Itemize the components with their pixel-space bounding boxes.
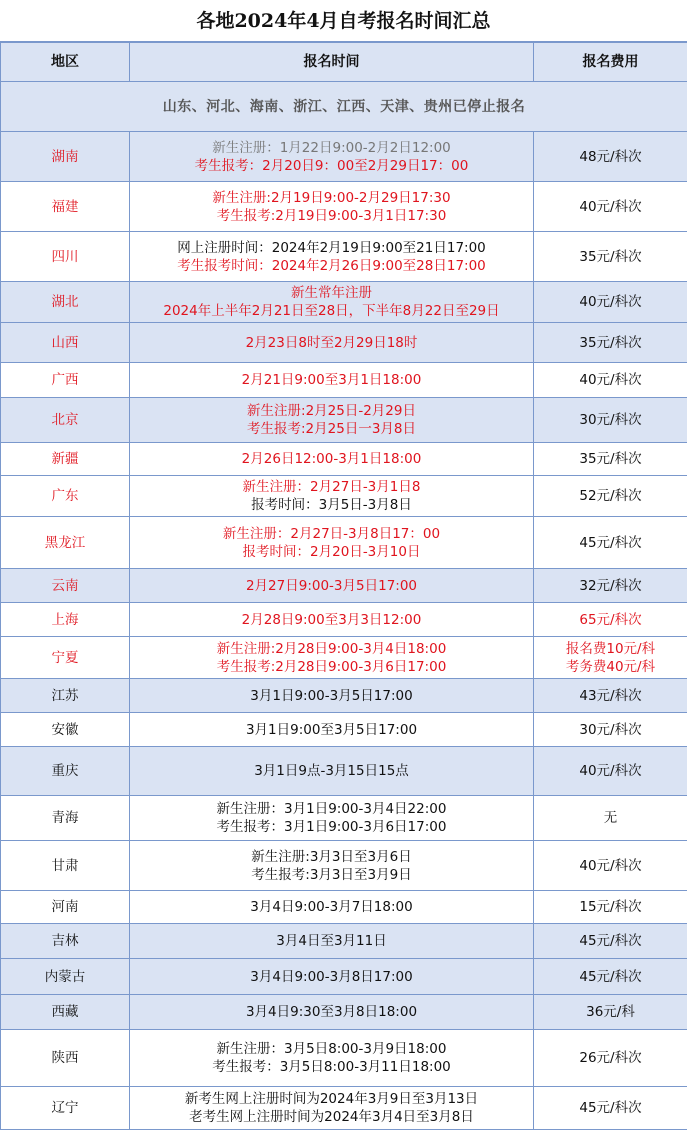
time-line: 新生注册：3月1日9:00-3月4日22:00 <box>216 801 447 817</box>
time-cell <box>130 132 534 182</box>
time-cell <box>130 747 534 796</box>
time-line: 考生报考:2月19日9:00-3月1日17:30 <box>216 207 447 224</box>
time-line: 新生注册:2月28日9:00-3月4日18:00 <box>216 640 447 657</box>
fee-cell: 30元/科次 <box>534 713 687 747</box>
region-cell: 广西 <box>1 363 130 398</box>
region-cell: 上海 <box>1 603 130 637</box>
region-cell: 河南 <box>1 891 130 924</box>
table-row <box>1 747 687 796</box>
fee-cell: 15元/科次 <box>534 891 687 924</box>
time-cell <box>130 679 534 713</box>
table-row <box>1 182 687 232</box>
table-row <box>1 796 687 841</box>
table-row <box>1 841 687 891</box>
fee-cell: 52元/科次 <box>534 476 687 517</box>
table-row <box>1 603 687 637</box>
fee-cell: 45元/科次 <box>534 517 687 569</box>
region-cell: 江苏 <box>1 679 130 713</box>
fee-cell: 35元/科次 <box>534 323 687 363</box>
time-line: 考生报考:3月3日至3月9日 <box>251 866 412 883</box>
time-line: 新生注册：3月5日8:00-3月9日18:00 <box>216 1041 447 1057</box>
fee-cell: 40元/科次 <box>534 747 687 796</box>
table-row <box>1 713 687 747</box>
table-row <box>1 679 687 713</box>
time-line: 3月1日9点-3月15日15点 <box>254 763 409 779</box>
time-cell <box>130 796 534 841</box>
region-cell: 陕西 <box>1 1030 130 1087</box>
time-cell <box>130 476 534 517</box>
table-row <box>1 995 687 1030</box>
time-cell <box>130 569 534 603</box>
time-cell <box>130 363 534 398</box>
fee-cell: 40元/科次 <box>534 182 687 232</box>
fee-cell: 无 <box>534 796 687 841</box>
region-cell: 山西 <box>1 323 130 363</box>
header-fee: 报名费用 <box>534 43 687 82</box>
time-cell <box>130 924 534 959</box>
time-line: 网上注册时间：2024年2月19日9:00至21日17:00 <box>177 239 486 256</box>
fee-cell: 40元/科次 <box>534 282 687 323</box>
table-row <box>1 891 687 924</box>
region-cell: 福建 <box>1 182 130 232</box>
time-cell <box>130 841 534 891</box>
region-cell: 重庆 <box>1 747 130 796</box>
time-cell <box>130 282 534 323</box>
region-cell: 黑龙江 <box>1 517 130 569</box>
time-line: 2月21日9:00至3月1日18:00 <box>241 372 422 388</box>
fee-cell: 35元/科次 <box>534 232 687 282</box>
time-cell <box>130 995 534 1030</box>
time-line: 新生注册:2月19日9:00-2月29日17:30 <box>212 189 451 206</box>
time-line: 新生注册:2月25日-2月29日 <box>247 403 416 419</box>
time-cell <box>130 1087 534 1130</box>
time-cell <box>130 182 534 232</box>
table-row <box>1 282 687 323</box>
time-cell <box>130 713 534 747</box>
time-cell <box>130 637 534 679</box>
region-cell: 吉林 <box>1 924 130 959</box>
time-line: 3月4日9:00-3月8日17:00 <box>250 968 413 985</box>
fee-cell: 40元/科次 <box>534 363 687 398</box>
stopped-notice: 山东、河北、海南、浙江、江西、天津、贵州已停止报名 <box>1 82 687 132</box>
fee-line: 报名费10元/科 <box>565 640 656 657</box>
region-cell: 宁夏 <box>1 637 130 679</box>
time-cell <box>130 603 534 637</box>
header-time: 报名时间 <box>130 43 534 82</box>
fee-cell: 26元/科次 <box>534 1030 687 1087</box>
time-line: 新生常年注册 <box>291 285 372 301</box>
table-row <box>1 637 687 679</box>
time-line: 考生报考:2月25日一3月8日 <box>247 421 416 437</box>
time-line: 新生注册:3月3日至3月6日 <box>251 848 412 865</box>
table-row <box>1 1087 687 1130</box>
region-cell: 甘肃 <box>1 841 130 891</box>
table-row <box>1 443 687 476</box>
region-cell: 湖北 <box>1 282 130 323</box>
fee-cell: 45元/科次 <box>534 924 687 959</box>
time-line: 新生注册：2月27日-3月1日8 <box>242 479 421 495</box>
notice-row <box>1 82 687 132</box>
table-row <box>1 323 687 363</box>
time-line: 3月4日9:00-3月7日18:00 <box>250 899 413 915</box>
table-row <box>1 476 687 517</box>
time-line: 3月4日9:30至3月8日18:00 <box>245 1004 418 1020</box>
region-cell: 西藏 <box>1 995 130 1030</box>
header-region: 地区 <box>1 43 130 82</box>
fee-cell <box>534 637 687 679</box>
time-cell <box>130 517 534 569</box>
region-cell: 广东 <box>1 476 130 517</box>
time-line: 考生报考：3月5日8:00-3月11日18:00 <box>212 1059 451 1075</box>
region-cell: 辽宁 <box>1 1087 130 1130</box>
region-cell: 新疆 <box>1 443 130 476</box>
time-line: 3月4日至3月11日 <box>276 933 387 949</box>
time-line: 2月28日9:00至3月3日12:00 <box>241 611 422 628</box>
time-line: 考生报考：2月20日9：00至2月29日17：00 <box>194 157 469 174</box>
table-header-row <box>1 43 687 82</box>
time-cell <box>130 323 534 363</box>
table-row <box>1 363 687 398</box>
time-line: 考生报考：3月1日9:00-3月6日17:00 <box>216 819 447 835</box>
region-cell: 青海 <box>1 796 130 841</box>
time-line: 2月27日9:00-3月5日17:00 <box>245 577 418 594</box>
time-line: 3月1日9:00-3月5日17:00 <box>250 687 413 704</box>
time-line: 2024年上半年2月21日至28日，下半年8月22日至29日 <box>163 303 500 319</box>
table-row <box>1 1030 687 1087</box>
time-line: 新生注册：1月22日9:00-2月2日12:00 <box>212 139 451 156</box>
time-cell <box>130 443 534 476</box>
region-cell: 北京 <box>1 398 130 443</box>
time-line: 新考生网上注册时间为2024年3月9日至3月13日 <box>184 1091 479 1107</box>
fee-cell: 45元/科次 <box>534 1087 687 1130</box>
fee-cell: 32元/科次 <box>534 569 687 603</box>
fee-cell: 48元/科次 <box>534 132 687 182</box>
fee-cell: 45元/科次 <box>534 959 687 995</box>
registration-table <box>0 42 687 1130</box>
time-cell <box>130 959 534 995</box>
time-line: 考生报考:2月28日9:00-3月6日17:00 <box>216 658 447 675</box>
region-cell: 内蒙古 <box>1 959 130 995</box>
fee-cell: 40元/科次 <box>534 841 687 891</box>
time-line: 考生报考时间：2024年2月26日9:00至28日17:00 <box>177 257 486 274</box>
region-cell: 四川 <box>1 232 130 282</box>
fee-cell: 35元/科次 <box>534 443 687 476</box>
region-cell: 湖南 <box>1 132 130 182</box>
table-row <box>1 517 687 569</box>
time-line: 2月23日8时至2月29日18时 <box>245 334 418 351</box>
time-line: 新生注册：2月27日-3月8日17：00 <box>222 525 441 542</box>
time-line: 2月26日12:00-3月1日18:00 <box>241 451 422 467</box>
time-cell <box>130 891 534 924</box>
table-row <box>1 959 687 995</box>
table-row <box>1 132 687 182</box>
time-line: 3月1日9:00至3月5日17:00 <box>245 721 418 738</box>
time-line: 报考时间：2月20日-3月10日 <box>242 543 421 560</box>
time-line: 老考生网上注册时间为2024年3月4日至3月8日 <box>189 1109 474 1125</box>
fee-cell: 65元/科次 <box>534 603 687 637</box>
time-cell <box>130 1030 534 1087</box>
time-cell <box>130 232 534 282</box>
table-row <box>1 569 687 603</box>
table-row <box>1 398 687 443</box>
fee-cell: 30元/科次 <box>534 398 687 443</box>
region-cell: 安徽 <box>1 713 130 747</box>
time-line: 报考时间：3月5日-3月8日 <box>251 497 412 513</box>
fee-cell: 43元/科次 <box>534 679 687 713</box>
fee-cell: 36元/科 <box>534 995 687 1030</box>
region-cell: 云南 <box>1 569 130 603</box>
table-row <box>1 924 687 959</box>
table-row <box>1 232 687 282</box>
time-cell <box>130 398 534 443</box>
page-title: 各地2024年4月自考报名时间汇总 <box>0 0 687 42</box>
fee-line: 考务费40元/科 <box>565 658 656 675</box>
